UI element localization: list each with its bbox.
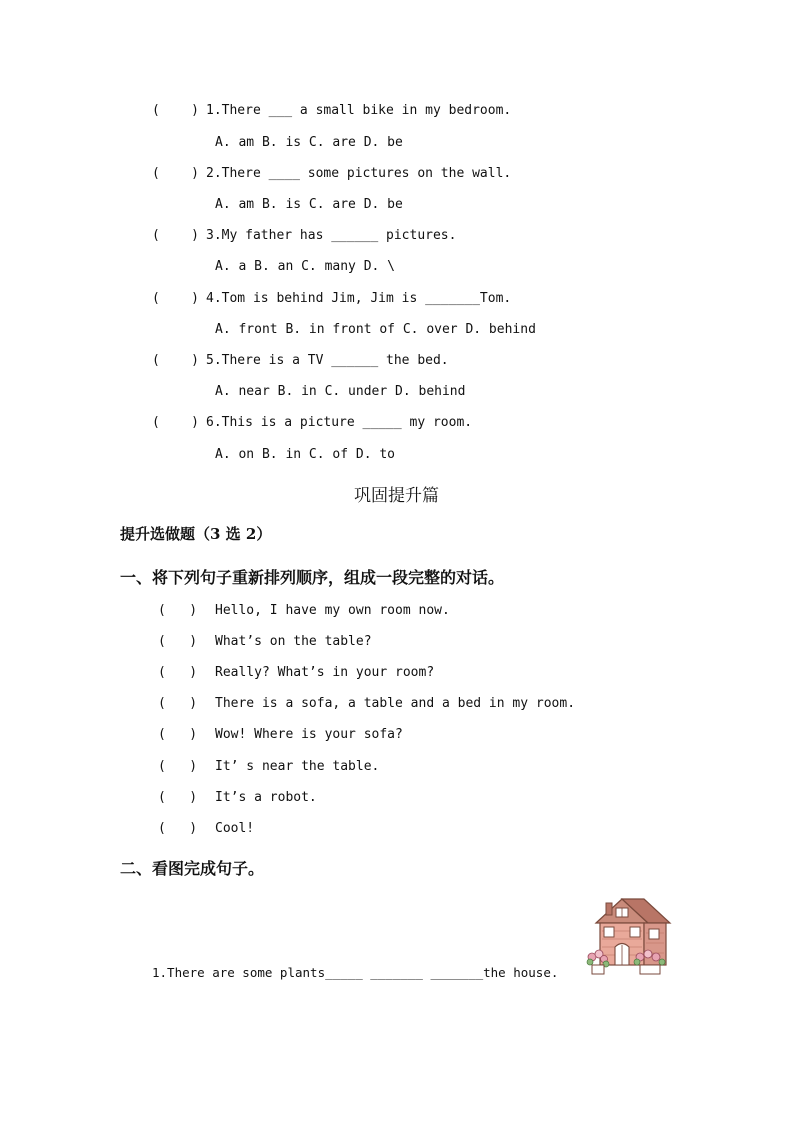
- order-paren[interactable]: ( ): [158, 603, 198, 618]
- dialogue-line: It’s a robot.: [215, 790, 317, 805]
- part1-heading: 一、将下列句子重新排列顺序，组成一段完整的对话。: [120, 568, 505, 587]
- options-2: A. am B. is C. are D. be: [215, 197, 403, 212]
- section-title: 巩固提升篇: [354, 486, 439, 506]
- options-3: A. a B. an C. many D. \: [215, 259, 396, 274]
- question-3: 3.My father has ______ pictures.: [206, 228, 457, 243]
- answer-paren-2[interactable]: ( ): [152, 166, 199, 181]
- options-1: A. am B. is C. are D. be: [215, 135, 403, 150]
- answer-paren-6[interactable]: ( ): [152, 415, 199, 430]
- order-paren[interactable]: ( ): [158, 759, 198, 774]
- order-paren[interactable]: ( ): [158, 696, 198, 711]
- dialogue-line: There is a sofa, a table and a bed in my room.: [215, 696, 576, 711]
- question-6: 6.This is a picture _____ my room.: [206, 415, 473, 430]
- answer-paren-3[interactable]: ( ): [152, 228, 199, 243]
- dialogue-line: Wow! Where is your sofa?: [215, 727, 403, 742]
- question-4: 4.Tom is behind Jim, Jim is _______Tom.: [206, 291, 512, 306]
- order-paren[interactable]: ( ): [158, 634, 198, 649]
- optional-heading: 提升选做题（3 选 2）: [120, 525, 272, 543]
- part2-heading: 二、看图完成句子。: [120, 859, 265, 878]
- dialogue-line: It’ s near the table.: [215, 759, 380, 774]
- answer-paren-5[interactable]: ( ): [152, 353, 199, 368]
- dialogue-line: What’s on the table?: [215, 634, 372, 649]
- order-paren[interactable]: ( ): [158, 821, 198, 836]
- fill-blank-sentence: 1.There are some plants_____ _______ _______the house.: [152, 965, 559, 980]
- options-4: A. front B. in front of C. over D. behind: [215, 322, 536, 337]
- dialogue-line: Cool!: [215, 821, 255, 836]
- dialogue-line: Hello, I have my own room now.: [215, 603, 450, 618]
- order-paren[interactable]: ( ): [158, 727, 198, 742]
- order-paren[interactable]: ( ): [158, 790, 198, 805]
- question-5: 5.There is a TV ______ the bed.: [206, 353, 449, 368]
- question-2: 2.There ____ some pictures on the wall.: [206, 166, 512, 181]
- answer-paren-1[interactable]: ( ): [152, 103, 199, 118]
- house-illustration: [582, 893, 674, 979]
- question-1: 1.There ___ a small bike in my bedroom.: [206, 103, 512, 118]
- options-5: A. near B. in C. under D. behind: [215, 384, 466, 399]
- options-6: A. on B. in C. of D. to: [215, 447, 396, 462]
- dialogue-line: Really? What’s in your room?: [215, 665, 435, 680]
- answer-paren-4[interactable]: ( ): [152, 291, 199, 306]
- order-paren[interactable]: ( ): [158, 665, 198, 680]
